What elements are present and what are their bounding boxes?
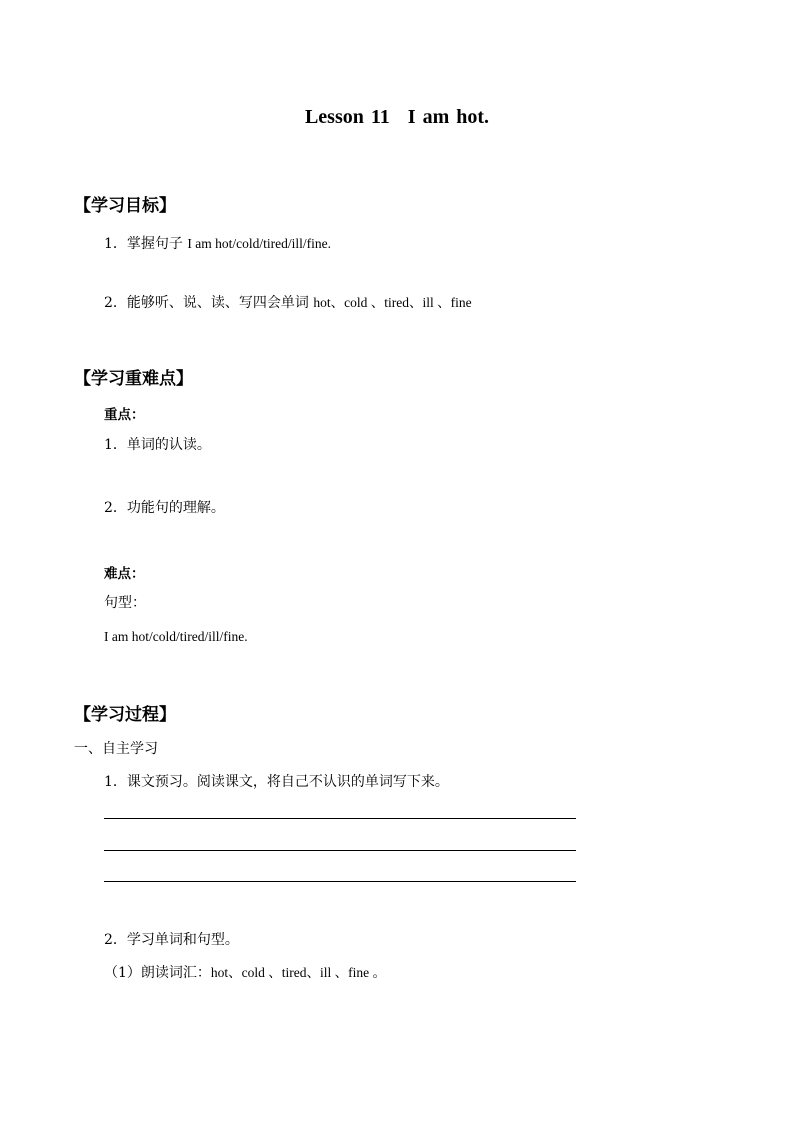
self-study-heading: 一、自主学习 [74,741,158,757]
keypoints-heading: 【学习重难点】 [74,369,193,389]
answer-line-2[interactable] [104,850,576,851]
step-2: 2．学习单词和句型。 [104,932,239,948]
lesson-title [0,106,794,129]
sub-step-1 [104,961,386,982]
step-1: 1．课文预习。阅读课文，将自己不认识的单词写下来。 [104,774,449,790]
goal-item-2-text: 能够听、说、读、写四会单词 [126,295,309,311]
answer-line-1[interactable] [104,818,576,819]
focus-label: 重点： [104,407,145,423]
difficulty-label: 难点： [104,566,145,582]
focus-item-2: 2．功能句的理解。 [104,500,225,516]
lesson-sentence: I am hot. [407,106,490,128]
sub-step-1-words: hot、cold 、tired、ill 、fine 。 [210,965,387,980]
answer-line-3[interactable] [104,881,576,882]
focus-item-1: 1．单词的认读。 [104,437,211,453]
pattern-text: I am hot/cold/tired/ill/fine. [104,629,248,644]
goal-item-1 [104,233,331,253]
goal-item-1-text: 掌握句子 [126,236,183,252]
goals-heading: 【学习目标】 [74,196,176,216]
goal-item-1-sentence: I am hot/cold/tired/ill/fine. [187,236,331,251]
goal-item-2 [104,291,472,312]
pattern-label: 句型： [104,595,146,611]
lesson-number: Lesson 11 [304,106,390,128]
goal-item-2-number: 2． [104,295,127,311]
goal-item-2-words: hot、cold 、tired、ill 、fine [313,295,472,310]
goal-item-1-number: 1． [104,236,127,252]
sub-step-1-label: （1）朗读词汇： [104,965,211,981]
process-heading: 【学习过程】 [74,705,176,725]
